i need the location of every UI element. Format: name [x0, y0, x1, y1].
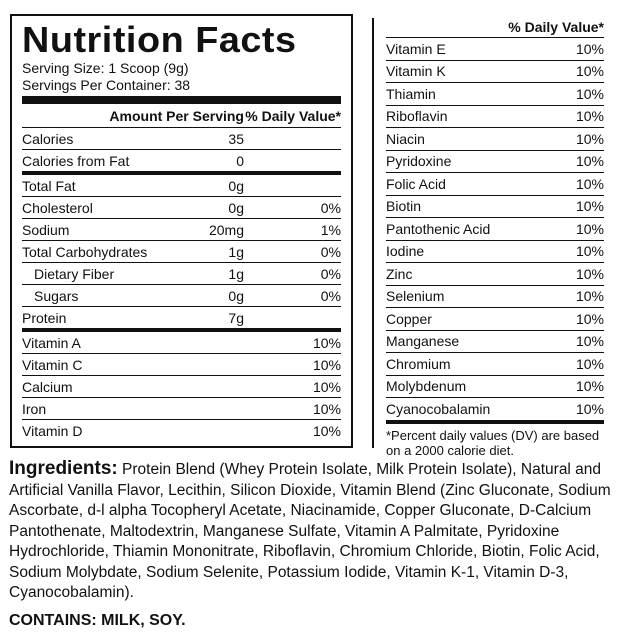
nutrient-amount: 0g: [228, 199, 244, 216]
nutrient-name: Sugars: [34, 287, 79, 304]
vitamin-row: [386, 105, 604, 128]
vitamin-name: Vitamin K: [386, 63, 446, 80]
nutrition-facts-panel: [10, 14, 353, 448]
vitamin-name: Cyanocobalamin: [386, 400, 491, 417]
vitamin-name: Vitamin A: [22, 334, 81, 351]
ingredients-block: [9, 459, 634, 604]
vitamin-name: Molybdenum: [386, 378, 467, 395]
nutrient-daily-value: 0%: [320, 287, 341, 304]
calories-section: [22, 128, 341, 171]
nutrient-amount: 0: [236, 152, 244, 169]
nutrient-row: [22, 149, 341, 171]
nutrient-name: Sodium: [22, 221, 70, 238]
vitamin-row: [22, 375, 341, 397]
ingredients-label: Ingredients:: [9, 458, 118, 479]
vitamin-row: [386, 37, 604, 60]
vitamin-name: Chromium: [386, 355, 451, 372]
nutrition-title: Nutrition Facts: [22, 19, 297, 60]
vitamin-row: [386, 127, 604, 150]
nutrient-amount: 7g: [228, 309, 244, 326]
vitamin-daily-value: 10%: [312, 334, 341, 351]
vitamin-row: [386, 307, 604, 330]
nutrient-row: [22, 175, 341, 196]
nutrient-row: [22, 306, 341, 328]
vitamin-daily-value: 10%: [575, 40, 604, 57]
nutrient-amount: 1g: [228, 265, 244, 282]
nutrient-name: Total Carbohydrates: [22, 243, 148, 260]
vitamin-daily-value: 10%: [575, 378, 604, 395]
vitamin-daily-value: 10%: [312, 400, 341, 417]
vitamin-name: Iodine: [386, 243, 425, 260]
nutrient-daily-value: 0%: [320, 199, 341, 216]
vitamin-row: [386, 195, 604, 218]
vitamin-daily-value: 10%: [575, 288, 604, 305]
vitamin-row: [386, 82, 604, 105]
vitamin-name: Riboflavin: [386, 108, 448, 125]
vitamins-section-right: [386, 37, 604, 420]
nutrient-row: [22, 262, 341, 284]
vitamin-daily-value: 10%: [575, 220, 604, 237]
nutrient-row: [22, 218, 341, 240]
vitamin-row: [386, 262, 604, 285]
allergen-statement: CONTAINS: MILK, SOY.: [9, 612, 186, 629]
vitamin-name: Biotin: [386, 198, 422, 215]
vitamin-name: Manganese: [386, 333, 460, 350]
vitamin-daily-value: 10%: [575, 85, 604, 102]
nutrient-name: Total Fat: [22, 177, 76, 194]
vitamin-daily-value: 10%: [575, 243, 604, 260]
vitamin-name: Folic Acid: [386, 175, 446, 192]
vitamin-name: Zinc: [386, 265, 413, 282]
vitamin-row: [22, 419, 341, 441]
vitamin-row: [386, 330, 604, 353]
vitamins-panel-right: [372, 18, 610, 458]
vitamin-row: [386, 352, 604, 375]
column-header-row: [22, 104, 341, 127]
vitamin-daily-value: 10%: [312, 356, 341, 373]
vitamin-daily-value: 10%: [575, 198, 604, 215]
serving-size: Serving Size: 1 Scoop (9g): [22, 60, 189, 76]
vitamin-daily-value: 10%: [312, 422, 341, 439]
vitamin-daily-value: 10%: [575, 265, 604, 282]
divider-medium: [386, 420, 604, 424]
nutrient-row: [22, 240, 341, 262]
nutrient-row: [22, 128, 341, 149]
nutrient-daily-value: 1%: [320, 221, 341, 238]
vitamin-row: [22, 397, 341, 419]
vitamin-row: [386, 240, 604, 263]
vitamins-section-left: [22, 332, 341, 441]
vitamin-name: Niacin: [386, 130, 425, 147]
dv-footnote: *Percent daily values (DV) are based on a 2000 calorie diet.: [386, 427, 600, 458]
vitamin-row: [386, 375, 604, 398]
vitamin-name: Iron: [22, 400, 47, 417]
vitamin-row: [386, 150, 604, 173]
vitamin-row: [386, 217, 604, 240]
nutrients-section: [22, 175, 341, 328]
vitamin-daily-value: 10%: [575, 400, 604, 417]
nutrient-daily-value: 0%: [320, 265, 341, 282]
nutrient-name: Calories: [22, 130, 74, 147]
nutrient-name: Protein: [22, 309, 67, 326]
vitamin-name: Vitamin C: [22, 356, 83, 373]
vitamin-row: [386, 397, 604, 420]
vitamin-name: Selenium: [386, 288, 445, 305]
nutrient-name: Dietary Fiber: [34, 265, 115, 282]
vitamin-daily-value: 10%: [575, 310, 604, 327]
vitamin-daily-value: 10%: [312, 378, 341, 395]
nutrient-amount: 35: [228, 130, 244, 147]
vitamin-row: [386, 60, 604, 83]
vitamin-daily-value: 10%: [575, 108, 604, 125]
right-daily-value-header: % Daily Value*: [508, 19, 604, 35]
vitamin-row: [386, 172, 604, 195]
vitamin-daily-value: 10%: [575, 333, 604, 350]
vitamin-row: [386, 285, 604, 308]
ingredients-text: Protein Blend (Whey Protein Isolate, Milk Protein Isolate), Natural and Artificial Vanilla Flavor, Lecithin, Silicon Dioxide, Vitamin Blend (Zinc Gluconate, Sodium Ascorbate, d-l alpha Tocopheryl Acetate, Niacinamide, Copper Gluconate, D-Calcium Pantothenate, Maltodextrin, Manganese Sulfate, Vitamin A Palmitate, Pyridoxine Hydrochloride, Thiamin Mononitrate, Riboflavin, Chromium Chloride, Biotin, Folic Acid, Sodium Molybdate, Sodium Selenite, Potassium Iodide, Vitamin K-1, Vitamin D-3, Cyanocobalamin).: [9, 461, 611, 601]
vitamin-daily-value: 10%: [575, 175, 604, 192]
vitamin-name: Vitamin E: [386, 40, 446, 57]
nutrient-amount: 1g: [228, 243, 244, 260]
nutrient-name: Cholesterol: [22, 199, 93, 216]
vitamin-name: Vitamin D: [22, 422, 83, 439]
nutrient-amount: 20mg: [208, 221, 244, 238]
vitamin-name: Copper: [386, 310, 432, 327]
vitamin-name: Pyridoxine: [386, 153, 452, 170]
nutrient-name: Calories from Fat: [22, 152, 130, 169]
nutrient-row: [22, 196, 341, 218]
vitamin-name: Calcium: [22, 378, 73, 395]
vitamin-daily-value: 10%: [575, 130, 604, 147]
nutrient-row: [22, 284, 341, 306]
vitamin-name: Thiamin: [386, 85, 436, 102]
daily-value-header: % Daily Value*: [245, 107, 341, 124]
vitamin-daily-value: 10%: [575, 355, 604, 372]
vitamin-daily-value: 10%: [575, 63, 604, 80]
vitamin-row: [22, 353, 341, 375]
vitamin-daily-value: 10%: [575, 153, 604, 170]
vitamin-row: [22, 332, 341, 353]
vitamin-name: Pantothenic Acid: [386, 220, 491, 237]
servings-per-container: Servings Per Container: 38: [22, 77, 191, 93]
divider-thick: [22, 96, 341, 104]
nutrient-amount: 0g: [228, 287, 244, 304]
amount-per-serving-header: Amount Per Serving: [109, 107, 244, 124]
nutrient-amount: 0g: [228, 177, 244, 194]
nutrient-daily-value: 0%: [320, 243, 341, 260]
